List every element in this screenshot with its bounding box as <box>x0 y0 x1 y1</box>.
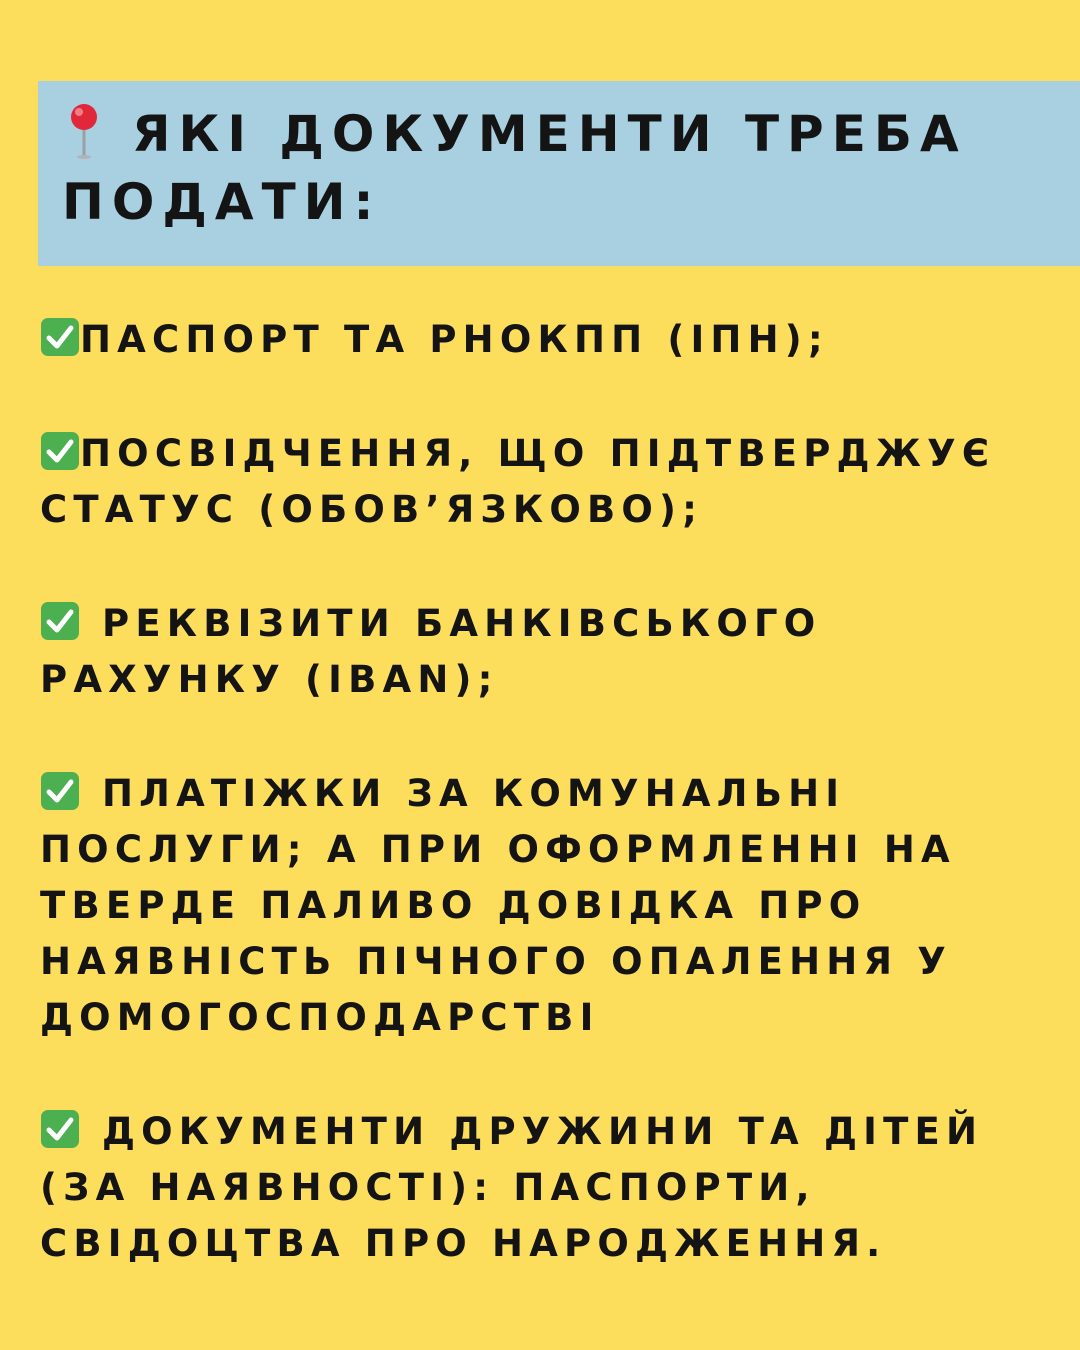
item-text-line: (ЗА НАЯВНОСТІ): ПАСПОРТИ, <box>40 1166 816 1209</box>
item-text-line: СТАТУС (ОБОВ’ЯЗКОВО); <box>40 488 704 531</box>
item-text-line: ДОКУМЕНТИ ДРУЖИНИ ТА ДІТЕЙ <box>102 1110 984 1153</box>
documents-list <box>40 312 1070 1330</box>
item-text-line: ПЛАТІЖКИ ЗА КОМУНАЛЬНІ <box>102 772 846 815</box>
item-text-line: РЕКВІЗИТИ БАНКІВСЬКОГО <box>102 602 822 645</box>
item-text-line: ПАСПОРТ ТА РНОКПП (ІПН); <box>80 318 829 361</box>
title-line-1: ЯКІ ДОКУМЕНТИ ТРЕБА <box>132 105 967 163</box>
item-text-line: СВІДОЦТВА ПРО НАРОДЖЕННЯ. <box>40 1222 887 1265</box>
check-mark-button-icon <box>40 431 80 471</box>
item-text-line: ТВЕРДЕ ПАЛИВО ДОВІДКА ПРО <box>40 884 867 927</box>
check-mark-button-icon <box>40 1109 80 1149</box>
check-mark-button-icon <box>40 771 80 811</box>
round-pushpin-icon <box>62 102 106 160</box>
item-text-line: ДОМОГОСПОДАРСТВІ <box>40 996 600 1039</box>
item-text-line: НАЯВНІСТЬ ПІЧНОГО ОПАЛЕННЯ У <box>40 940 952 983</box>
item-text-line: ПОСВІДЧЕННЯ, ЩО ПІДТВЕРДЖУЄ <box>80 432 996 475</box>
page-title <box>62 100 1062 236</box>
list-item <box>40 312 1070 368</box>
check-mark-button-icon <box>40 317 80 357</box>
check-mark-button-icon <box>40 601 80 641</box>
item-text-line: ПОСЛУГИ; А ПРИ ОФОРМЛЕННІ НА <box>40 828 956 871</box>
title-line-2: ПОДАТИ: <box>62 173 382 231</box>
list-item <box>40 596 1070 708</box>
list-item <box>40 766 1070 1046</box>
list-item <box>40 426 1070 538</box>
item-text-line: РАХУНКУ (IBAN); <box>40 658 499 701</box>
list-item <box>40 1104 1070 1272</box>
